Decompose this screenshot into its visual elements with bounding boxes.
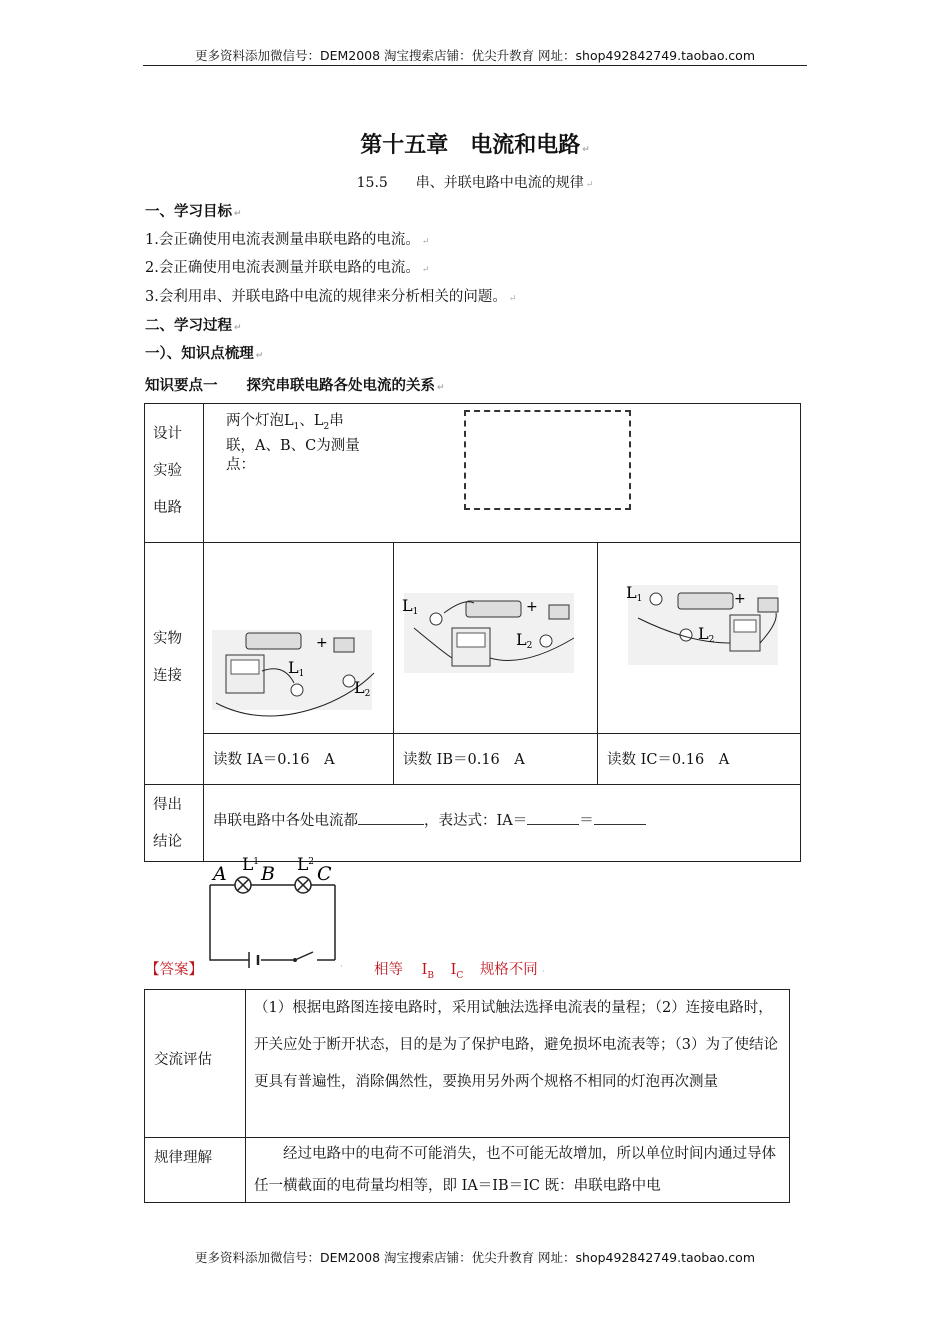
section-title: 15.5 串、并联电路中电流的规律 ↵: [356, 175, 594, 191]
reading-c: 读数 IC＝0.16 A: [598, 734, 801, 785]
label-l1: L1: [288, 658, 305, 679]
heading-point-1: 知识要点一 探究串联电路各处电流的关系 ↵: [145, 378, 445, 394]
design-text: 两个灯泡$L_1$、$L_2$串联，A、B、C为测量点：: [226, 413, 360, 473]
page-footer: 更多资料添加微信号：DEM2008 淘宝搜索店铺：优尖升教育 网址：shop492842749.taobao.com: [194, 1250, 756, 1265]
eval-text: （1）根据电路图连接电路时，采用试触法选择电流表的量程；（2）连接电路时，开关应处于断开状态，目的是为了保护电路，避免损坏电流表等；（3）为了使结论更具有普遍性，消除偶然性，要换用另外两个规格不相同的灯泡再次测量: [246, 990, 790, 1138]
wires: [210, 885, 335, 960]
point-b: B: [261, 863, 275, 885]
switch: [549, 605, 569, 619]
chapter-title: 第十五章 电流和电路 ↵: [360, 133, 590, 158]
header-rule: [143, 65, 807, 66]
series-circuit-diagram: [205, 852, 345, 972]
rule-text: 经过电路中的电荷不可能消失，也不可能无故增加，所以单位时间内通过导体任一横截面的电荷量均相等，即 IA＝IB＝IC 既：串联电路中电: [246, 1138, 790, 1203]
goal-item: 3.会利用串、并联电路中电流的规律来分析相关的问题。 ↵: [145, 289, 517, 305]
real-label-cell: 实物 连接: [145, 543, 204, 785]
lamp-l1: [430, 613, 442, 625]
label-l1: L1: [626, 583, 643, 604]
answer-mark: ·: [340, 962, 343, 972]
conclusion-label-cell: 得出 结论: [145, 785, 204, 862]
conclusion-content: 串联电路中各处电流都 ，表达式：IA＝ ＝: [204, 785, 801, 862]
battery-pack: [678, 593, 733, 609]
label-l2: L2: [698, 624, 715, 645]
label-l2: L2: [354, 678, 371, 699]
circuit-photo-a: [204, 543, 393, 729]
circuit-photo-b: [394, 543, 597, 729]
switch-lever: [295, 952, 313, 960]
lamp-l2: [680, 629, 692, 641]
design-content-cell: [204, 404, 801, 543]
goal-item: 1.会正确使用电流表测量串联电路的电流。 ↵: [145, 232, 430, 248]
ammeter-dial: [457, 633, 485, 647]
battery-pack: [466, 601, 521, 617]
eval-label: 交流评估: [145, 990, 246, 1138]
label-l1: L1: [402, 596, 419, 617]
lamp-l1: [650, 593, 662, 605]
circuit-drawing-area: [464, 410, 631, 510]
blank-2: [527, 810, 579, 825]
ammeter-dial: [734, 620, 756, 632]
rule-label: 规律理解: [145, 1138, 246, 1203]
answer-content: 相等 $I_B$ $I_C$ 规格不同 ·: [374, 962, 545, 981]
reading-b: 读数 IB＝0.16 A: [394, 734, 598, 785]
circuit-photo-c: [598, 543, 800, 729]
answer-tag: 【答案】: [145, 962, 203, 978]
goal-item: 2.会正确使用电流表测量并联电路的电流。 ↵: [145, 260, 430, 276]
photo-cell-b: [394, 543, 598, 734]
label-l2: L2: [516, 630, 533, 651]
evaluation-table: [144, 989, 790, 1203]
photo-cell-a: [204, 543, 394, 734]
design-label-cell: 设计 实验 电路: [145, 404, 204, 543]
point-a: A: [213, 863, 227, 885]
lamp-l2: [540, 635, 552, 647]
plus-sign: +: [734, 591, 746, 607]
blank-3: [594, 810, 646, 825]
blank-1: [358, 810, 424, 825]
heading-knowledge: 一）、知识点梳理 ↵: [145, 346, 264, 362]
lamp-label-l1: $L^1$: [242, 855, 260, 875]
switch: [334, 638, 354, 652]
heading-goals: 一、学习目标 ↵: [145, 204, 242, 220]
experiment-table: [144, 403, 801, 862]
lamp-label-l2: $L^2$: [297, 855, 315, 875]
plus-sign: +: [526, 599, 538, 615]
lamp-l1: [291, 684, 303, 696]
switch: [758, 598, 778, 612]
reading-a: 读数 IA＝0.16 A: [204, 734, 394, 785]
point-c: C: [317, 863, 332, 885]
photo-cell-c: [598, 543, 801, 734]
page-header: 更多资料添加微信号：DEM2008 淘宝搜索店铺：优尖升教育 网址：shop492842749.taobao.com: [194, 48, 756, 63]
heading-process: 二、学习过程 ↵: [145, 318, 242, 334]
ammeter-dial: [231, 660, 259, 674]
plus-sign: +: [316, 635, 328, 651]
battery-pack: [246, 633, 301, 649]
